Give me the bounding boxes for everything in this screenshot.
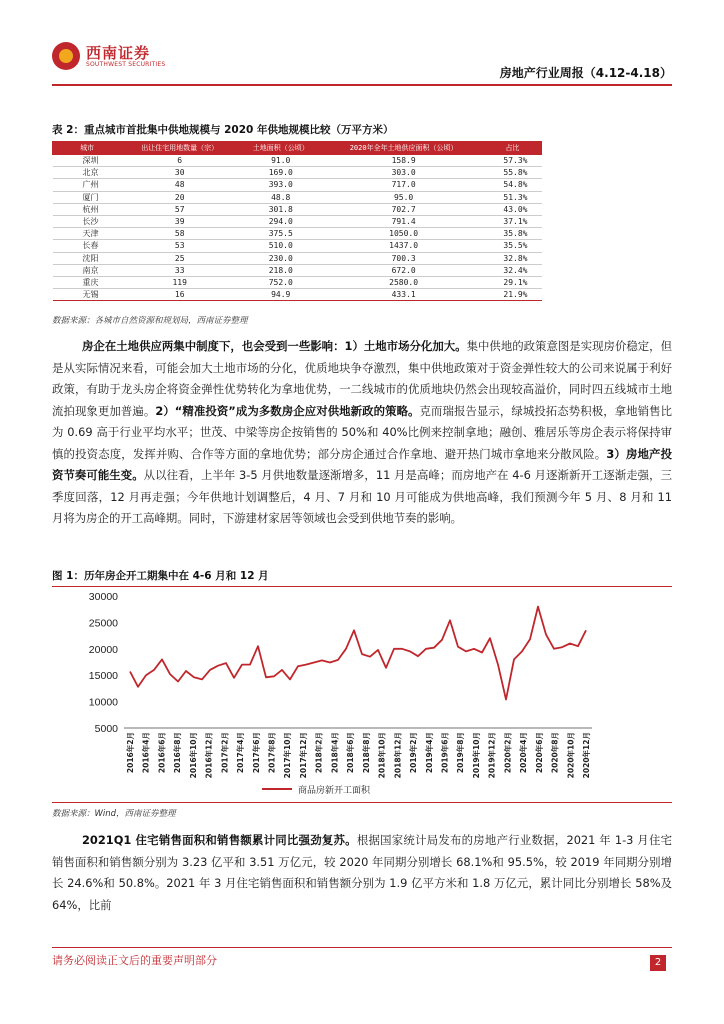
x-tick-label: 2020年6月 xyxy=(534,732,544,774)
table-cell: 35.8% xyxy=(483,228,541,240)
table-cell: 48 xyxy=(122,179,238,191)
table-cell: 北京 xyxy=(53,167,122,179)
table-row xyxy=(53,264,542,276)
x-tick-label: 2019年10月 xyxy=(471,732,481,779)
table-cell: 702.7 xyxy=(324,203,484,215)
table-cell: 16 xyxy=(122,289,238,301)
table-cell: 33 xyxy=(122,264,238,276)
x-tick-label: 2018年10月 xyxy=(377,732,387,779)
table-cell: 1050.0 xyxy=(324,228,484,240)
table-cell: 32.4% xyxy=(483,264,541,276)
para2-lead-bold: 2021Q1 住宅销售面积和销售额累计同比强劲复苏。 xyxy=(82,833,357,847)
figure-caption: 图 1：历年房企开工期集中在 4-6 月和 12 月 xyxy=(52,570,269,582)
table-cell: 375.5 xyxy=(238,228,324,240)
table-cell: 218.0 xyxy=(238,264,324,276)
table-cell: 303.0 xyxy=(324,167,484,179)
x-tick-label: 2016年8月 xyxy=(173,732,183,774)
paragraph-land-policy xyxy=(52,336,672,530)
table-cell: 杭州 xyxy=(53,203,122,215)
y-tick-label: 30000 xyxy=(88,591,118,603)
table-cell: 深圳 xyxy=(53,155,122,167)
table-row xyxy=(53,167,542,179)
land-supply-table xyxy=(52,141,542,301)
x-tick-label: 2020年8月 xyxy=(550,732,560,774)
para1-lead-bold: 房企在土地供应两集中制度下，也会受到一些影响：1）土地市场分化加大。 xyxy=(82,339,467,353)
x-tick-label: 2020年2月 xyxy=(503,732,513,774)
table-row xyxy=(53,289,542,301)
table-header-cell: 出让住宅用地数量（宗） xyxy=(122,142,238,155)
table-cell: 158.9 xyxy=(324,155,484,167)
y-tick-label: 25000 xyxy=(88,617,118,630)
paragraph-sales-recovery xyxy=(52,830,672,916)
table-cell: 51.3% xyxy=(483,191,541,203)
table-cell: 天津 xyxy=(53,228,122,240)
table-cell: 169.0 xyxy=(238,167,324,179)
x-tick-label: 2016年2月 xyxy=(126,732,135,774)
figure-source: 数据来源：Wind，西南证券整理 xyxy=(52,809,176,819)
table-cell: 95.0 xyxy=(324,191,484,203)
x-tick-label: 2020年10月 xyxy=(566,732,576,779)
table-cell: 30 xyxy=(122,167,238,179)
x-tick-label: 2019年2月 xyxy=(409,732,419,774)
table-source: 数据来源：各城市自然资源和规划局，西南证券整理 xyxy=(52,316,248,326)
table-row xyxy=(53,191,542,203)
table-cell: 20 xyxy=(122,191,238,203)
table-header-cell: 城市 xyxy=(53,142,122,155)
table-header-row xyxy=(53,142,542,155)
x-tick-label: 2017年8月 xyxy=(267,732,277,774)
x-tick-label: 2018年8月 xyxy=(361,732,371,774)
x-tick-label: 2018年2月 xyxy=(314,732,324,774)
table-cell: 510.0 xyxy=(238,240,324,252)
x-tick-label: 2016年10月 xyxy=(188,732,198,779)
table-row xyxy=(53,228,542,240)
x-tick-label: 2017年2月 xyxy=(220,732,230,774)
table-cell: 94.9 xyxy=(238,289,324,301)
table-cell: 1437.0 xyxy=(324,240,484,252)
footer-disclaimer: 请务必阅读正文后的重要声明部分 xyxy=(52,954,217,967)
table-cell: 35.5% xyxy=(483,240,541,252)
table-cell: 55.8% xyxy=(483,167,541,179)
table-cell: 39 xyxy=(122,215,238,227)
table-cell: 119 xyxy=(122,276,238,288)
table-cell: 717.0 xyxy=(324,179,484,191)
logo-cn-text: 西南证券 xyxy=(86,44,151,62)
table-row xyxy=(53,155,542,167)
table-cell: 沈阳 xyxy=(53,252,122,264)
figure-top-divider xyxy=(52,586,672,587)
table-body xyxy=(53,155,542,301)
table-cell: 58 xyxy=(122,228,238,240)
table-cell: 230.0 xyxy=(238,252,324,264)
para2-text: 根据国家统计局发布的房地产行业数据，2021 年 1-3 月住宅销售面积和销售额分别为 3.23 亿平和 3.51 万亿元，较 2020 年同期分别增长 68.1%和 95.5%，较 2019 年同期分别增长 24.6%和 50.8%。2021 年 3 月住宅销售面积和销售额分别为 1.9 亿平方米和 1.8 万亿元，累计同比分别增长 58%及 64%，比前 xyxy=(52,833,672,912)
page-number: 2 xyxy=(650,955,666,971)
table-row xyxy=(53,179,542,191)
series-line-new-construction xyxy=(130,607,586,700)
table-cell: 21.9% xyxy=(483,289,541,301)
y-tick-label: 10000 xyxy=(88,696,118,709)
table-cell: 43.0% xyxy=(483,203,541,215)
x-tick-label: 2017年4月 xyxy=(236,732,246,774)
table-row xyxy=(53,252,542,264)
table-cell: 48.8 xyxy=(238,191,324,203)
table-cell: 长春 xyxy=(53,240,122,252)
x-tick-label: 2018年12月 xyxy=(393,732,403,779)
table-cell: 32.8% xyxy=(483,252,541,264)
x-tick-label: 2019年12月 xyxy=(487,732,497,779)
x-tick-label: 2019年8月 xyxy=(456,732,466,774)
table-cell: 57.3% xyxy=(483,155,541,167)
header-divider xyxy=(52,84,672,86)
brand-logo xyxy=(52,40,192,76)
table-cell: 672.0 xyxy=(324,264,484,276)
table-cell: 393.0 xyxy=(238,179,324,191)
table-header-cell: 占比 xyxy=(483,142,541,155)
x-tick-label: 2017年12月 xyxy=(298,732,308,779)
legend-label: 商品房新开工面积 xyxy=(298,786,371,796)
x-tick-label: 2020年4月 xyxy=(519,732,529,774)
x-tick-label: 2019年6月 xyxy=(440,732,450,774)
x-tick-label: 2016年12月 xyxy=(204,732,214,779)
table-cell: 700.3 xyxy=(324,252,484,264)
table-cell: 南京 xyxy=(53,264,122,276)
x-tick-label: 2020年12月 xyxy=(582,732,591,779)
table-cell: 57 xyxy=(122,203,238,215)
x-tick-label: 2016年6月 xyxy=(157,732,167,774)
table-cell: 2580.0 xyxy=(324,276,484,288)
para1-bold-3: 3）房地产投资节奏可能生变。 xyxy=(52,446,672,482)
y-tick-label: 15000 xyxy=(88,670,118,683)
x-tick-label: 2018年4月 xyxy=(330,732,340,774)
para1-bold-2: 2）“精准投资”成为多数房企应对供地新政的策略。 xyxy=(155,403,420,418)
table-cell: 29.1% xyxy=(483,276,541,288)
table-row xyxy=(53,203,542,215)
table-row xyxy=(53,215,542,227)
table-row xyxy=(53,240,542,252)
table-cell: 53 xyxy=(122,240,238,252)
y-tick-label: 5000 xyxy=(94,723,118,735)
table-cell: 752.0 xyxy=(238,276,324,288)
table-row xyxy=(53,276,542,288)
table-header-cell: 2020年全年土地供应面积（公顷） xyxy=(324,142,484,155)
table-cell: 301.8 xyxy=(238,203,324,215)
table-cell: 广州 xyxy=(53,179,122,191)
x-tick-label: 2017年6月 xyxy=(251,732,261,774)
x-tick-label: 2017年10月 xyxy=(283,732,293,779)
figure-bottom-divider xyxy=(52,802,672,803)
table-cell: 厦门 xyxy=(53,191,122,203)
y-tick-label: 20000 xyxy=(88,643,118,656)
table-cell: 294.0 xyxy=(238,215,324,227)
table-cell: 重庆 xyxy=(53,276,122,288)
table-cell: 37.1% xyxy=(483,215,541,227)
x-tick-label: 2019年4月 xyxy=(424,732,434,774)
para1-text-3: 从以往看，上半年 3-5 月供地数量逐渐增多，11 月是高峰；而房地产在 4-6 月逐渐新开工逐渐走强，三季度回落，12 月再走强；今年供地计划调整后，4 月、7 月和 10 月可能成为供地高峰，我们预测今年 5 月、8 月和 11 月将为房企的开工高峰期。同时，下游建材家居等领域也会受到供地节奏的影响。 xyxy=(52,468,672,525)
table-cell: 无锡 xyxy=(53,289,122,301)
footer-divider xyxy=(52,947,672,948)
table-cell: 6 xyxy=(122,155,238,167)
table-cell: 54.8% xyxy=(483,179,541,191)
table-header-cell: 土地面积（公顷） xyxy=(238,142,324,155)
table-cell: 91.0 xyxy=(238,155,324,167)
x-tick-label: 2018年6月 xyxy=(346,732,356,774)
x-tick-label: 2016年4月 xyxy=(141,732,151,774)
report-title: 房地产行业周报（4.12-4.18） xyxy=(499,66,672,80)
para1-text-1: 集中供地的政策意图是实现房价稳定，但是从实际情况来看，可能会加大土地市场的分化，优质地块争夺激烈，集中供地政策对于资金弹性较大的公司来说属于利好政策，有助于龙头房企将资金弹性优势转化为拿地优势，一二线城市的优质地块仍然会出现较高溢价，同时四五线城市土地流拍现象更加普遍。 xyxy=(52,339,672,418)
table-cell: 791.4 xyxy=(324,215,484,227)
logo-emblem-icon xyxy=(52,42,80,70)
table-cell: 433.1 xyxy=(324,289,484,301)
logo-en-text: SOUTHWEST SECURITIES xyxy=(86,61,166,68)
table-cell: 25 xyxy=(122,252,238,264)
table-cell: 长沙 xyxy=(53,215,122,227)
para1-text-2: 克而瑞报告显示，绿城投拓态势积极，拿地销售比为 0.69 高于行业平均水平；世茂、中梁等房企按销售的 50%和 40%比例来控制拿地；融创、雅居乐等房企表示将保持审慎的投资态度，发挥并购、合作等方面的拿地优势；部分房企通过合作拿地、避开热门城市拿地来分散风险。 xyxy=(52,403,672,461)
new-construction-line-chart xyxy=(52,588,612,798)
table-caption: 表 2：重点城市首批集中供地规模与 2020 年供地规模比较（万平方米） xyxy=(52,124,394,136)
